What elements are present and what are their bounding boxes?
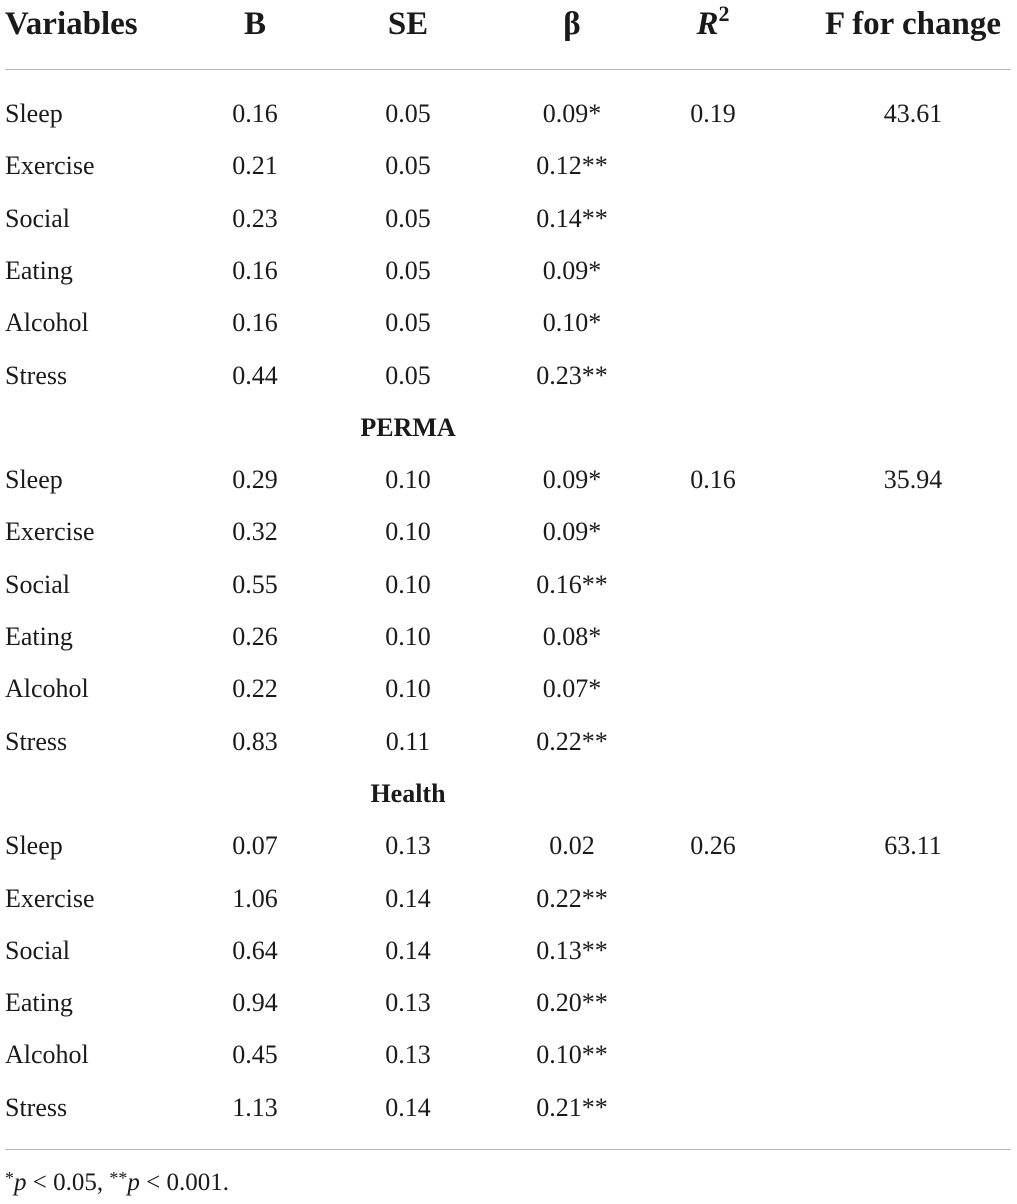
cell-variable: Sleep [5,831,63,861]
section-header-row [0,768,1017,820]
section-header-row [0,402,1017,454]
cell-f-change: 43.61 [883,99,943,128]
header-b: B [243,6,267,42]
table-header [0,0,1017,52]
table-row [0,88,1017,140]
cell-beta: 0.02 [549,831,595,861]
table-row [0,663,1017,715]
table-row [0,559,1017,611]
footnote-symbol-single: * [5,1168,14,1188]
cell-b: 0.21 [232,151,278,181]
footnote-p-1: p [14,1169,27,1196]
cell-b: 1.06 [232,883,278,913]
cell-variable: Exercise [5,151,95,181]
table-row [0,1029,1017,1081]
cell-variable: Alcohol [5,1040,89,1070]
cell-variable: Social [5,569,70,599]
cell-beta: 0.12** [536,151,608,181]
cell-variable: Eating [5,255,73,285]
cell-beta: 0.21** [536,1092,608,1122]
table-row [0,716,1017,768]
header-variables: Variables [5,6,138,42]
cell-b: 0.64 [232,935,278,965]
header-se: SE [387,6,429,42]
table-footnote [5,1163,229,1204]
cell-f-change: 35.94 [883,465,943,495]
cell-beta: 0.07* [542,674,602,704]
cell-b: 0.23 [232,203,278,233]
cell-variable: Stress [5,1092,68,1122]
cell-se: 0.05 [385,99,431,128]
cell-se: 0.05 [385,151,431,181]
cell-beta: 0.16** [536,569,608,599]
table-row [0,350,1017,402]
bottom-rule [5,1149,1011,1150]
cell-se: 0.10 [385,569,431,599]
cell-r-squared: 0.19 [690,99,736,128]
cell-beta: 0.10** [536,1040,608,1070]
cell-se: 0.13 [385,988,431,1018]
cell-b: 0.07 [232,831,278,861]
cell-beta: 0.23** [536,360,608,390]
cell-beta: 0.22** [536,883,608,913]
table-row [0,873,1017,925]
section-label: PERMA [360,412,456,442]
cell-f-change: 63.11 [884,831,942,861]
cell-b: 0.32 [232,517,278,547]
table-row [0,454,1017,506]
cell-variable: Stress [5,726,68,756]
cell-variable: Sleep [5,99,63,128]
cell-beta: 0.08* [542,622,602,651]
cell-r-squared: 0.16 [690,465,736,495]
table-row [0,611,1017,663]
table-row [0,140,1017,192]
cell-variable: Social [5,935,70,965]
cell-se: 0.05 [385,255,431,285]
header-r-superscript: 2 [718,1,730,26]
cell-b: 1.13 [232,1092,278,1122]
header-beta: β [563,6,581,42]
cell-beta: 0.20** [536,988,608,1018]
table-row [0,297,1017,349]
cell-b: 0.29 [232,465,278,495]
cell-b: 0.16 [232,255,278,285]
table-row [0,925,1017,977]
cell-variable: Eating [5,622,73,651]
header-r-squared [696,1,730,47]
footnote-condition-1: < 0.05, [26,1169,110,1196]
cell-b: 0.83 [232,726,278,756]
table-row [0,506,1017,558]
header-rule [5,69,1011,70]
table-row [0,193,1017,245]
cell-variable: Stress [5,360,68,390]
cell-beta: 0.09* [542,465,602,495]
cell-se: 0.10 [385,465,431,495]
table-row [0,245,1017,297]
cell-se: 0.13 [385,831,431,861]
cell-b: 0.94 [232,988,278,1018]
cell-b: 0.16 [232,99,278,128]
cell-variable: Eating [5,988,73,1018]
cell-beta: 0.09* [542,99,602,128]
footnote-p-2: p [127,1169,140,1196]
cell-se: 0.13 [385,1040,431,1070]
table-row [0,1082,1017,1134]
cell-b: 0.55 [232,569,278,599]
cell-variable: Exercise [5,883,95,913]
table-row [0,977,1017,1029]
cell-se: 0.11 [385,726,431,756]
cell-variable: Alcohol [5,308,89,338]
cell-b: 0.16 [232,308,278,338]
cell-se: 0.14 [385,1092,431,1122]
cell-b: 0.26 [232,622,278,651]
cell-beta: 0.22** [536,726,608,756]
cell-variable: Alcohol [5,674,89,704]
cell-beta: 0.09* [542,517,602,547]
cell-se: 0.05 [385,360,431,390]
cell-b: 0.44 [232,360,278,390]
cell-se: 0.05 [385,203,431,233]
footnote-symbol-double: ** [109,1168,128,1188]
cell-b: 0.22 [232,674,278,704]
cell-beta: 0.14** [536,203,608,233]
cell-b: 0.45 [232,1040,278,1070]
section-label: Health [370,778,446,808]
cell-r-squared: 0.26 [690,831,736,861]
cell-variable: Exercise [5,517,95,547]
cell-beta: 0.10* [542,308,602,338]
table-row [0,820,1017,872]
header-f-change: F for change [825,6,1001,42]
cell-beta: 0.13** [536,935,608,965]
cell-variable: Social [5,203,70,233]
cell-se: 0.05 [385,308,431,338]
cell-se: 0.14 [385,883,431,913]
cell-beta: 0.09* [542,255,602,285]
cell-se: 0.10 [385,674,431,704]
cell-se: 0.10 [385,622,431,651]
cell-se: 0.14 [385,935,431,965]
cell-se: 0.10 [385,517,431,547]
footnote-condition-2: < 0.001. [139,1169,229,1196]
header-r-letter: R [696,6,719,42]
cell-variable: Sleep [5,465,63,495]
